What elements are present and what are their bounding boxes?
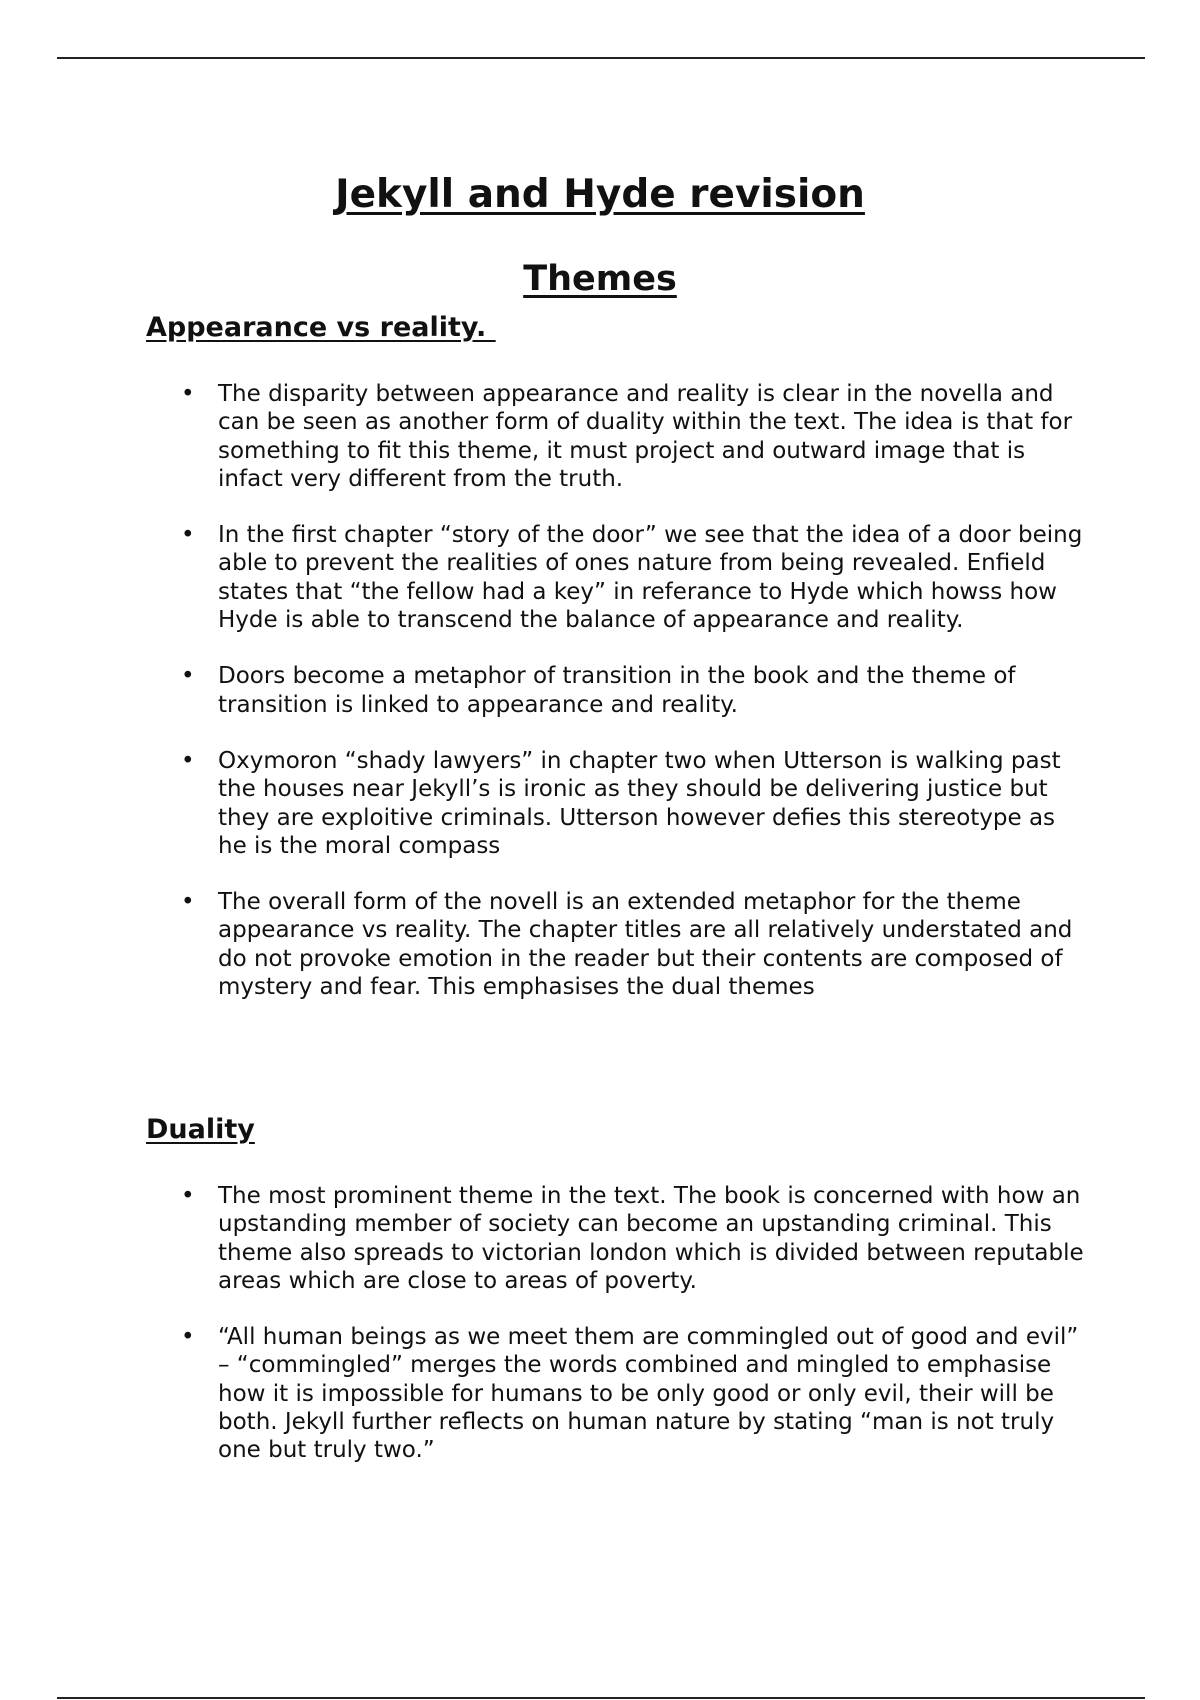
bullet-text: Doors become a metaphor of transition in the book and the theme of transition is linked to appearance and reality.	[218, 663, 1016, 718]
section-heading-appearance-vs-reality: Appearance vs reality.	[146, 312, 496, 343]
bullet-text: Oxymoron “shady lawyers” in chapter two when Utterson is walking past the houses near Jekyll’s is ironic as they should be delivering justice but they are exploitive criminals. Utterson however defies this stereotype as he is the moral compass	[218, 747, 1061, 859]
bullet-dot-icon: •	[181, 889, 195, 916]
list-item	[146, 662, 1086, 719]
list-item	[146, 888, 1086, 1001]
bullet-dot-icon: •	[181, 1324, 195, 1351]
list-item	[146, 521, 1086, 634]
bullet-dot-icon: •	[181, 663, 195, 690]
appearance-vs-reality-bullet-list	[146, 380, 1086, 1029]
bullet-text: The disparity between appearance and reality is clear in the novella and can be seen as another form of duality within the text. The idea is that for something to fit this theme, it must project and outward image that is infact very different from the truth.	[218, 381, 1073, 492]
bullet-dot-icon: •	[181, 747, 195, 774]
bullet-text: “All human beings as we meet them are commingled out of good and evil” – “commingled” merges the words combined and mingled to emphasise how it is impossible for humans to be only good or only evil, their will be both. Jekyll further reflects on human nature by stating “man is not truly one but truly two.”	[218, 1324, 1079, 1464]
list-item	[146, 380, 1086, 493]
bullet-text: The most prominent theme in the text. The book is concerned with how an upstanding member of society can become an upstanding criminal. This theme also spreads to victorian london which is divided between reputable areas which are close to areas of poverty.	[218, 1183, 1084, 1294]
list-item	[146, 1182, 1086, 1295]
duality-bullet-list	[146, 1182, 1086, 1493]
document-title: Jekyll and Hyde revision	[335, 172, 865, 218]
list-item	[146, 747, 1086, 860]
list-item	[146, 1323, 1086, 1464]
document-subtitle: Themes	[523, 259, 677, 300]
bullet-dot-icon: •	[181, 381, 195, 407]
bullet-text: In the first chapter “story of the door” we see that the idea of a door being able to prevent the realities of ones nature from being revealed. Enfield states that “the fellow had a key” in referance to Hyde which howss how Hyde is able to transcend the balance of appearance and reality.	[218, 522, 1083, 634]
bullet-dot-icon: •	[181, 522, 195, 549]
bottom-rule	[57, 1697, 1145, 1699]
top-rule	[57, 57, 1145, 59]
bullet-text: The overall form of the novell is an extended metaphor for the theme appearance vs reality. The chapter titles are all relatively understated and do not provoke emotion in the reader but their contents are composed of mystery and fear. This emphasises the dual themes	[218, 889, 1073, 1001]
bullet-dot-icon: •	[181, 1183, 195, 1209]
section-heading-duality: Duality	[146, 1114, 255, 1145]
